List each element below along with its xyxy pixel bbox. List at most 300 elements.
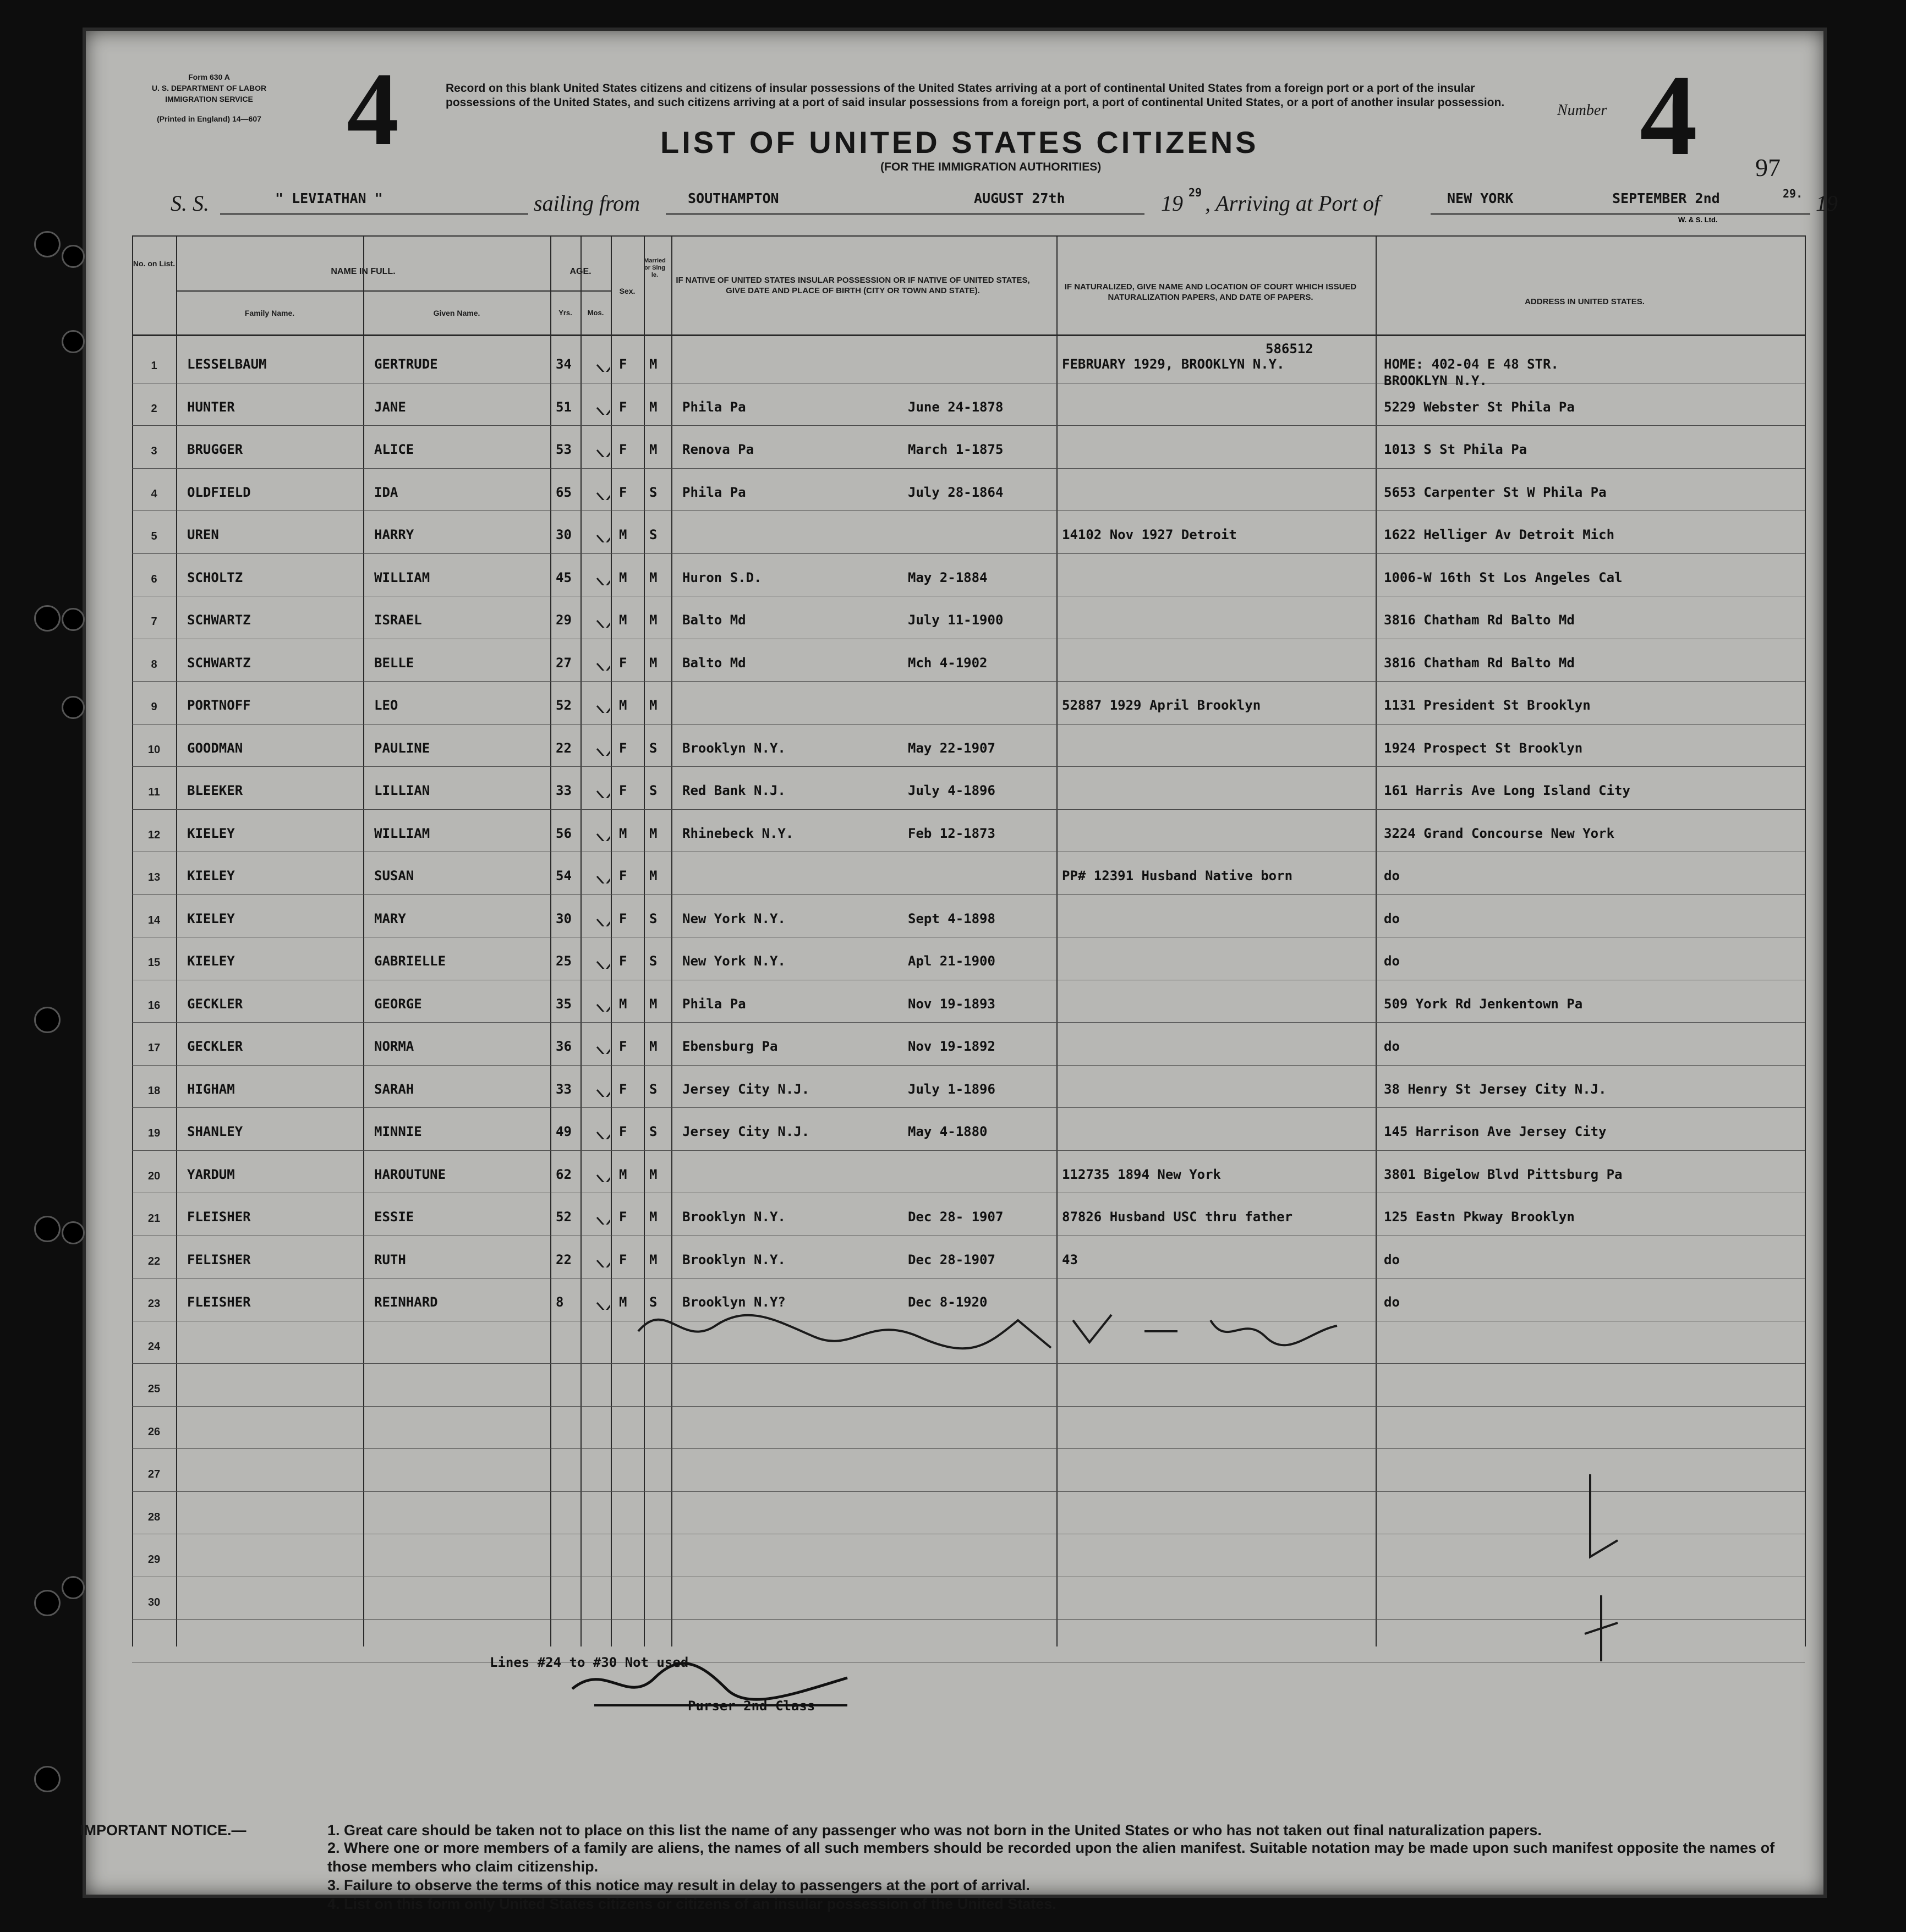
port-from: SOUTHAMPTON bbox=[688, 190, 779, 206]
age-cell: 36 bbox=[556, 1039, 572, 1054]
col-age: AGE. bbox=[569, 267, 591, 276]
family-name-cell: BRUGGER bbox=[187, 442, 243, 457]
check-mark-icon bbox=[591, 383, 610, 415]
address-cell: 3816 Chatham Rd Balto Md bbox=[1384, 655, 1575, 671]
family-name-cell: SCHWARTZ bbox=[187, 655, 251, 671]
address-cell: do bbox=[1384, 1039, 1400, 1054]
row-number: 2 bbox=[151, 402, 157, 415]
sex-cell: F bbox=[619, 1252, 627, 1267]
address-cell: 161 Harris Ave Long Island City bbox=[1384, 783, 1630, 798]
arriving-label: , Arriving at Port of bbox=[1205, 191, 1381, 216]
age-cell: 62 bbox=[556, 1166, 572, 1182]
family-name-cell: FELISHER bbox=[187, 1252, 251, 1267]
marital-status-cell: M bbox=[649, 356, 658, 372]
address-cell: do bbox=[1384, 868, 1400, 883]
given-name-cell: PAULINE bbox=[374, 740, 430, 756]
marital-status-cell: S bbox=[649, 484, 658, 500]
ss-label: S. S. bbox=[171, 191, 209, 216]
form-line: U. S. DEPARTMENT OF LABOR bbox=[151, 84, 267, 92]
date-from: AUGUST 27th bbox=[974, 190, 1065, 206]
address-cell: 3816 Chatham Rd Balto Md bbox=[1384, 612, 1575, 628]
manifest-sheet bbox=[83, 28, 1838, 1898]
sex-cell: M bbox=[619, 1294, 627, 1310]
birth-date-cell: Nov 19-1892 bbox=[908, 1039, 995, 1054]
check-mark-icon bbox=[591, 852, 610, 883]
col-given: Given Name. bbox=[433, 309, 480, 317]
check-mark-icon bbox=[591, 1107, 610, 1139]
marital-status-cell: M bbox=[649, 868, 658, 883]
birth-date-cell: Dec 8-1920 bbox=[908, 1294, 988, 1310]
row-rule bbox=[132, 766, 1805, 767]
age-cell: 25 bbox=[556, 953, 572, 969]
row-number: 12 bbox=[147, 828, 161, 841]
col-mos: Mos. bbox=[587, 309, 604, 317]
address-cell: 1131 President St Brooklyn bbox=[1384, 698, 1591, 713]
birth-date-cell: Apl 21-1900 bbox=[908, 953, 995, 969]
birth-date-cell: Feb 12-1873 bbox=[908, 825, 995, 841]
check-mark-icon bbox=[591, 468, 610, 500]
birth-place-cell: Renova Pa bbox=[682, 442, 754, 457]
family-name-cell: BLEEKER bbox=[187, 783, 243, 798]
naturalization-cell: 112735 1894 New York bbox=[1062, 1166, 1221, 1182]
age-cell: 53 bbox=[556, 442, 572, 457]
age-cell: 51 bbox=[556, 399, 572, 415]
birth-place-cell: Huron S.D. bbox=[682, 569, 762, 585]
binder-hole bbox=[62, 1576, 85, 1599]
birth-date-cell: Mch 4-1902 bbox=[908, 655, 988, 671]
row-rule bbox=[132, 1065, 1805, 1066]
address-cell: 3224 Grand Concourse New York bbox=[1384, 825, 1615, 841]
sex-cell: F bbox=[619, 1081, 627, 1097]
binder-hole bbox=[34, 1216, 61, 1242]
column-rule bbox=[611, 235, 612, 1646]
marital-status-cell: S bbox=[649, 1081, 658, 1097]
address-cell: do bbox=[1384, 953, 1400, 969]
naturalization-cell: FEBRUARY 1929, BROOKLYN N.Y. bbox=[1062, 356, 1285, 372]
sex-cell: M bbox=[619, 569, 627, 585]
form-line: Form 630 A bbox=[188, 73, 230, 81]
given-name-cell: GERTRUDE bbox=[374, 356, 438, 372]
age-cell: 30 bbox=[556, 910, 572, 926]
column-rule bbox=[132, 235, 133, 1646]
sex-cell: M bbox=[619, 1166, 627, 1182]
notice-heading: IMPORTANT NOTICE.— bbox=[80, 1822, 247, 1838]
family-name-cell: HIGHAM bbox=[187, 1081, 235, 1097]
header-bottom-rule bbox=[132, 334, 1805, 336]
list-number-left: 4 bbox=[347, 52, 399, 167]
age-cell: 29 bbox=[556, 612, 572, 628]
age-cell: 52 bbox=[556, 1209, 572, 1225]
row-rule bbox=[132, 1406, 1805, 1407]
naturalization-number-cell: 586512 bbox=[1266, 341, 1313, 356]
birth-date-cell: Nov 19-1893 bbox=[908, 996, 995, 1012]
inspector-signature-icon bbox=[633, 1298, 1348, 1359]
birth-date-cell: Dec 28- 1907 bbox=[908, 1209, 1004, 1225]
check-mark-icon bbox=[591, 1278, 610, 1310]
given-name-cell: SARAH bbox=[374, 1081, 414, 1097]
column-rule bbox=[363, 235, 364, 1646]
check-mark-icon bbox=[591, 724, 610, 756]
col-sex: Sex. bbox=[619, 287, 636, 295]
age-cell: 27 bbox=[556, 655, 572, 671]
naturalization-cell: 14102 Nov 1927 Detroit bbox=[1062, 527, 1237, 542]
binder-hole bbox=[62, 608, 85, 631]
check-mark-icon bbox=[591, 639, 610, 671]
date-to: SEPTEMBER 2nd bbox=[1612, 190, 1720, 206]
binder-hole bbox=[34, 1007, 61, 1033]
age-cell: 22 bbox=[556, 740, 572, 756]
birth-date-cell: July 28-1864 bbox=[908, 484, 1004, 500]
family-name-cell: FLEISHER bbox=[187, 1294, 251, 1310]
family-name-cell: SCHOLTZ bbox=[187, 569, 243, 585]
form-line: (Printed in England) 14—607 bbox=[157, 114, 261, 123]
row-number: 16 bbox=[147, 999, 161, 1012]
naturalization-cell: 52887 1929 April Brooklyn bbox=[1062, 698, 1261, 713]
row-rule bbox=[132, 894, 1805, 895]
row-rule bbox=[132, 1107, 1805, 1108]
binder-hole bbox=[34, 1590, 61, 1616]
column-rule bbox=[176, 235, 177, 1646]
given-name-cell: NORMA bbox=[374, 1039, 414, 1054]
list-number-right: 4 bbox=[1640, 52, 1697, 179]
check-mark-icon bbox=[591, 1022, 610, 1054]
address-cell: 3801 Bigelow Blvd Pittsburg Pa bbox=[1384, 1166, 1623, 1182]
age-cell: 22 bbox=[556, 1252, 572, 1267]
birth-place-cell: New York N.Y. bbox=[682, 910, 786, 926]
sex-cell: F bbox=[619, 740, 627, 756]
marital-status-cell: M bbox=[649, 612, 658, 628]
birth-place-cell: Ebensburg Pa bbox=[682, 1039, 778, 1054]
column-rule bbox=[644, 235, 645, 1646]
marital-status-cell: S bbox=[649, 527, 658, 542]
address-cell: 509 York Rd Jenkentown Pa bbox=[1384, 996, 1583, 1012]
binder-hole bbox=[34, 1766, 61, 1792]
row-number: 7 bbox=[151, 616, 157, 628]
col-married: Married or Single. bbox=[644, 257, 666, 278]
column-rule bbox=[1805, 235, 1806, 1646]
birth-place-cell: Brooklyn N.Y. bbox=[682, 1252, 786, 1267]
row-number: 9 bbox=[151, 701, 157, 713]
given-name-cell: JANE bbox=[374, 399, 406, 415]
row-number: 13 bbox=[147, 871, 161, 883]
address-cell: HOME: 402-04 E 48 STR. bbox=[1384, 356, 1559, 372]
family-name-cell: OLDFIELD bbox=[187, 484, 251, 500]
row-number: 15 bbox=[147, 957, 161, 969]
row-number: 23 bbox=[147, 1298, 161, 1310]
row-number: 1 bbox=[151, 360, 157, 372]
sex-cell: F bbox=[619, 1039, 627, 1054]
address-cell: do bbox=[1384, 910, 1400, 926]
check-mark-icon bbox=[591, 596, 610, 628]
age-cell: 49 bbox=[556, 1124, 572, 1139]
row-rule bbox=[132, 809, 1805, 810]
family-name-cell: KIELEY bbox=[187, 910, 235, 926]
port-to: NEW YORK bbox=[1447, 190, 1514, 206]
notice-item: 3. Failure to observe the terms of this notice may result in delay to passengers at the port of arrival. bbox=[327, 1877, 1030, 1893]
passenger-table bbox=[132, 235, 1805, 1743]
year-2: 29. bbox=[1783, 187, 1803, 200]
row-rule bbox=[132, 468, 1805, 469]
family-name-cell: FLEISHER bbox=[187, 1209, 251, 1225]
age-cell: 34 bbox=[556, 356, 572, 372]
number-label: Number bbox=[1557, 102, 1607, 119]
row-rule bbox=[132, 1150, 1805, 1151]
column-rule bbox=[580, 235, 582, 1646]
check-mark-icon bbox=[591, 340, 610, 372]
row-number: 24 bbox=[147, 1340, 161, 1353]
birth-date-cell: May 22-1907 bbox=[908, 740, 995, 756]
address-cell: 125 Eastn Pkway Brooklyn bbox=[1384, 1209, 1575, 1225]
row-number: 18 bbox=[147, 1084, 161, 1097]
row-number: 25 bbox=[147, 1383, 161, 1395]
address-cell: 1924 Prospect St Brooklyn bbox=[1384, 740, 1583, 756]
family-name-cell: YARDUM bbox=[187, 1166, 235, 1182]
family-name-cell: GECKLER bbox=[187, 1039, 243, 1054]
family-name-cell: KIELEY bbox=[187, 825, 235, 841]
marital-status-cell: M bbox=[649, 569, 658, 585]
marital-status-cell: M bbox=[649, 1039, 658, 1054]
sex-cell: F bbox=[619, 910, 627, 926]
marital-status-cell: S bbox=[649, 910, 658, 926]
marital-status-cell: S bbox=[649, 1124, 658, 1139]
naturalization-cell: PP# 12391 Husband Native born bbox=[1062, 868, 1293, 883]
birth-place-cell: Phila Pa bbox=[682, 399, 746, 415]
given-name-cell: WILLIAM bbox=[374, 825, 430, 841]
row-rule bbox=[132, 425, 1805, 426]
row-number: 28 bbox=[147, 1511, 161, 1523]
birth-date-cell: March 1-1875 bbox=[908, 442, 1004, 457]
check-mark-icon bbox=[591, 1236, 610, 1267]
column-rule bbox=[671, 235, 672, 1646]
row-number: 5 bbox=[151, 530, 157, 542]
given-name-cell: IDA bbox=[374, 484, 398, 500]
age-cell: 33 bbox=[556, 783, 572, 798]
naturalization-cell: 87826 Husband USC thru father bbox=[1062, 1209, 1293, 1225]
birth-place-cell: Balto Md bbox=[682, 655, 746, 671]
check-mark-icon bbox=[591, 809, 610, 841]
sex-cell: F bbox=[619, 484, 627, 500]
birth-place-cell: Brooklyn N.Y? bbox=[682, 1294, 786, 1310]
marital-status-cell: S bbox=[649, 1294, 658, 1310]
check-mark-icon bbox=[591, 1065, 610, 1097]
address-cell: 1622 Helliger Av Detroit Mich bbox=[1384, 527, 1615, 542]
sailing-label: sailing from bbox=[534, 191, 640, 216]
row-number: 30 bbox=[147, 1596, 161, 1609]
col-yrs: Yrs. bbox=[558, 309, 572, 317]
sex-cell: F bbox=[619, 1209, 627, 1225]
marital-status-cell: M bbox=[649, 442, 658, 457]
margin-mark-icon bbox=[1568, 1469, 1634, 1667]
check-mark-icon bbox=[591, 937, 610, 969]
given-name-cell: SUSAN bbox=[374, 868, 414, 883]
notice-item: 4. List on this form only United States citizens or citizens of an insular possession of the United States. bbox=[327, 1896, 1056, 1912]
birth-place-cell: Jersey City N.J. bbox=[682, 1081, 810, 1097]
family-name-cell: SHANLEY bbox=[187, 1124, 243, 1139]
row-rule bbox=[132, 1619, 1805, 1620]
family-name-cell: GECKLER bbox=[187, 996, 243, 1012]
form-number-block bbox=[127, 72, 292, 124]
row-number: 3 bbox=[151, 445, 157, 457]
age-cell: 33 bbox=[556, 1081, 572, 1097]
notice-item: 1. Great care should be taken not to place on this list the name of any passenger who was not born in the United States or who has not taken out final naturalization papers. bbox=[327, 1822, 1542, 1838]
birth-date-cell: July 11-1900 bbox=[908, 612, 1004, 628]
sex-cell: M bbox=[619, 996, 627, 1012]
age-cell: 30 bbox=[556, 527, 572, 542]
binder-hole bbox=[34, 605, 61, 632]
family-name-cell: PORTNOFF bbox=[187, 698, 251, 713]
family-name-cell: GOODMAN bbox=[187, 740, 243, 756]
col-no: No. on List. bbox=[133, 259, 176, 268]
given-name-cell: MINNIE bbox=[374, 1124, 422, 1139]
col-native: IF NATIVE OF UNITED STATES INSULAR POSSESSION OR IF NATIVE OF UNITED STATES, GIVE DATE AND PLACE OF BIRTH (CITY OR TOWN AND STATE). bbox=[676, 276, 1030, 295]
column-rule bbox=[1376, 235, 1377, 1646]
birth-place-cell: Balto Md bbox=[682, 612, 746, 628]
address-cell: 5653 Carpenter St W Phila Pa bbox=[1384, 484, 1607, 500]
address-cell: 1013 S St Phila Pa bbox=[1384, 442, 1527, 457]
address-line2-cell: BROOKLYN N.Y. bbox=[1384, 373, 1487, 388]
binder-hole bbox=[62, 245, 85, 268]
row-rule bbox=[132, 1448, 1805, 1449]
form-line: IMMIGRATION SERVICE bbox=[165, 95, 253, 103]
marital-status-cell: S bbox=[649, 953, 658, 969]
column-rule bbox=[1056, 235, 1058, 1646]
marital-status-cell: M bbox=[649, 1209, 658, 1225]
address-cell: 145 Harrison Ave Jersey City bbox=[1384, 1124, 1607, 1139]
marital-status-cell: M bbox=[649, 996, 658, 1012]
row-number: 26 bbox=[147, 1425, 161, 1438]
year-prefix-2: 19 bbox=[1816, 191, 1838, 216]
binder-hole bbox=[62, 1221, 85, 1244]
binder-hole bbox=[62, 330, 85, 353]
table-top-rule bbox=[132, 235, 1805, 237]
given-name-cell: REINHARD bbox=[374, 1294, 438, 1310]
birth-date-cell: Sept 4-1898 bbox=[908, 910, 995, 926]
given-name-cell: ESSIE bbox=[374, 1209, 414, 1225]
row-number: 4 bbox=[151, 487, 157, 500]
family-name-cell: SCHWARTZ bbox=[187, 612, 251, 628]
check-mark-icon bbox=[591, 681, 610, 713]
family-name-cell: KIELEY bbox=[187, 868, 235, 883]
row-number: 29 bbox=[147, 1554, 161, 1566]
marital-status-cell: M bbox=[649, 1252, 658, 1267]
given-name-cell: LILLIAN bbox=[374, 783, 430, 798]
sex-cell: M bbox=[619, 825, 627, 841]
row-number: 20 bbox=[147, 1170, 161, 1182]
binder-hole bbox=[34, 231, 61, 257]
binder-hole bbox=[62, 696, 85, 719]
birth-place-cell: Rhinebeck N.Y. bbox=[682, 825, 794, 841]
given-name-cell: MARY bbox=[374, 910, 406, 926]
given-name-cell: BELLE bbox=[374, 655, 414, 671]
age-cell: 52 bbox=[556, 698, 572, 713]
col-family: Family Name. bbox=[244, 309, 295, 317]
naturalization-cell: 43 bbox=[1062, 1252, 1078, 1267]
birth-date-cell: June 24-1878 bbox=[908, 399, 1004, 415]
age-cell: 56 bbox=[556, 825, 572, 841]
given-name-cell: ISRAEL bbox=[374, 612, 422, 628]
birth-place-cell: Red Bank N.J. bbox=[682, 783, 786, 798]
check-mark-icon bbox=[591, 511, 610, 542]
row-number: 6 bbox=[151, 573, 157, 585]
family-name-cell: KIELEY bbox=[187, 953, 235, 969]
address-cell: 1006-W 16th St Los Angeles Cal bbox=[1384, 569, 1623, 585]
address-cell: 38 Henry St Jersey City N.J. bbox=[1384, 1081, 1607, 1097]
marital-status-cell: M bbox=[649, 655, 658, 671]
row-rule bbox=[132, 553, 1805, 554]
check-mark-icon bbox=[591, 1193, 610, 1225]
sex-cell: F bbox=[619, 953, 627, 969]
marital-status-cell: S bbox=[649, 783, 658, 798]
check-mark-icon bbox=[591, 894, 610, 926]
sex-cell: F bbox=[619, 868, 627, 883]
birth-date-cell: July 1-1896 bbox=[908, 1081, 995, 1097]
birth-place-cell: Phila Pa bbox=[682, 484, 746, 500]
sex-cell: F bbox=[619, 655, 627, 671]
page-number: 97 bbox=[1755, 153, 1781, 182]
birth-place-cell: Brooklyn N.Y. bbox=[682, 740, 786, 756]
page-subtitle: (FOR THE IMMIGRATION AUTHORITIES) bbox=[880, 161, 1102, 173]
page-title: LIST OF UNITED STATES CITIZENS bbox=[660, 125, 1259, 160]
row-number: 11 bbox=[148, 786, 160, 798]
sex-cell: F bbox=[619, 442, 627, 457]
given-name-cell: HAROUTUNE bbox=[374, 1166, 446, 1182]
given-name-cell: HARRY bbox=[374, 527, 414, 542]
col-naturalized: IF NATURALIZED, GIVE NAME AND LOCATION OF COURT WHICH ISSUED NATURALIZATION PAPERS, AND DATE OF PAPERS. bbox=[1064, 282, 1357, 302]
row-rule bbox=[132, 1491, 1805, 1492]
row-number: 22 bbox=[147, 1255, 161, 1267]
birth-date-cell: May 2-1884 bbox=[908, 569, 988, 585]
printer-mark: W. & S. Ltd. bbox=[1678, 216, 1718, 224]
sex-cell: F bbox=[619, 399, 627, 415]
col-name-full: NAME IN FULL. bbox=[331, 267, 396, 276]
age-cell: 65 bbox=[556, 484, 572, 500]
row-number: 21 bbox=[147, 1212, 161, 1225]
age-cell: 8 bbox=[556, 1294, 564, 1310]
row-rule bbox=[132, 1022, 1805, 1023]
check-mark-icon bbox=[591, 766, 610, 798]
given-name-cell: WILLIAM bbox=[374, 569, 430, 585]
intro-text: Record on this blank United States citizens and citizens of insular possessions of the United States arriving at a port of continental United States from a foreign port or a port of the insular possessions of the United States, and such citizens arriving at a port of said insular possessions from a foreign port, a port of continental United States, or a port of another insular possession. bbox=[446, 82, 1505, 109]
row-rule bbox=[132, 681, 1805, 682]
birth-place-cell: Phila Pa bbox=[682, 996, 746, 1012]
lines-not-used-note: Lines #24 to #30 Not used bbox=[490, 1655, 689, 1670]
notice-item: 2. Where one or more members of a family are aliens, the names of all such members should be recorded upon the alien manifest. Suitable notation may be made upon such manifest opposite the names of those members who claim citizenship. bbox=[327, 1840, 1775, 1875]
row-number: 8 bbox=[151, 658, 157, 671]
row-rule bbox=[132, 1363, 1805, 1364]
marital-status-cell: M bbox=[649, 399, 658, 415]
voyage-line bbox=[171, 186, 1838, 220]
check-mark-icon bbox=[591, 425, 610, 457]
family-name-cell: LESSELBAUM bbox=[187, 356, 267, 372]
check-mark-icon bbox=[591, 553, 610, 585]
given-name-cell: GABRIELLE bbox=[374, 953, 446, 969]
birth-date-cell: Dec 28-1907 bbox=[908, 1252, 995, 1267]
marital-status-cell: M bbox=[649, 825, 658, 841]
given-name-cell: GEORGE bbox=[374, 996, 422, 1012]
row-number: 17 bbox=[147, 1042, 161, 1054]
sex-cell: M bbox=[619, 612, 627, 628]
sex-cell: F bbox=[619, 1124, 627, 1139]
sex-cell: M bbox=[619, 698, 627, 713]
year-1: 29 bbox=[1188, 186, 1202, 199]
purser-title: Purser 2nd Class bbox=[688, 1698, 815, 1714]
check-mark-icon bbox=[591, 980, 610, 1012]
family-name-cell: HUNTER bbox=[187, 399, 235, 415]
birth-date-cell: July 4-1896 bbox=[908, 783, 995, 798]
birth-place-cell: Brooklyn N.Y. bbox=[682, 1209, 786, 1225]
given-name-cell: LEO bbox=[374, 698, 398, 713]
year-prefix-1: 19 bbox=[1161, 191, 1183, 216]
